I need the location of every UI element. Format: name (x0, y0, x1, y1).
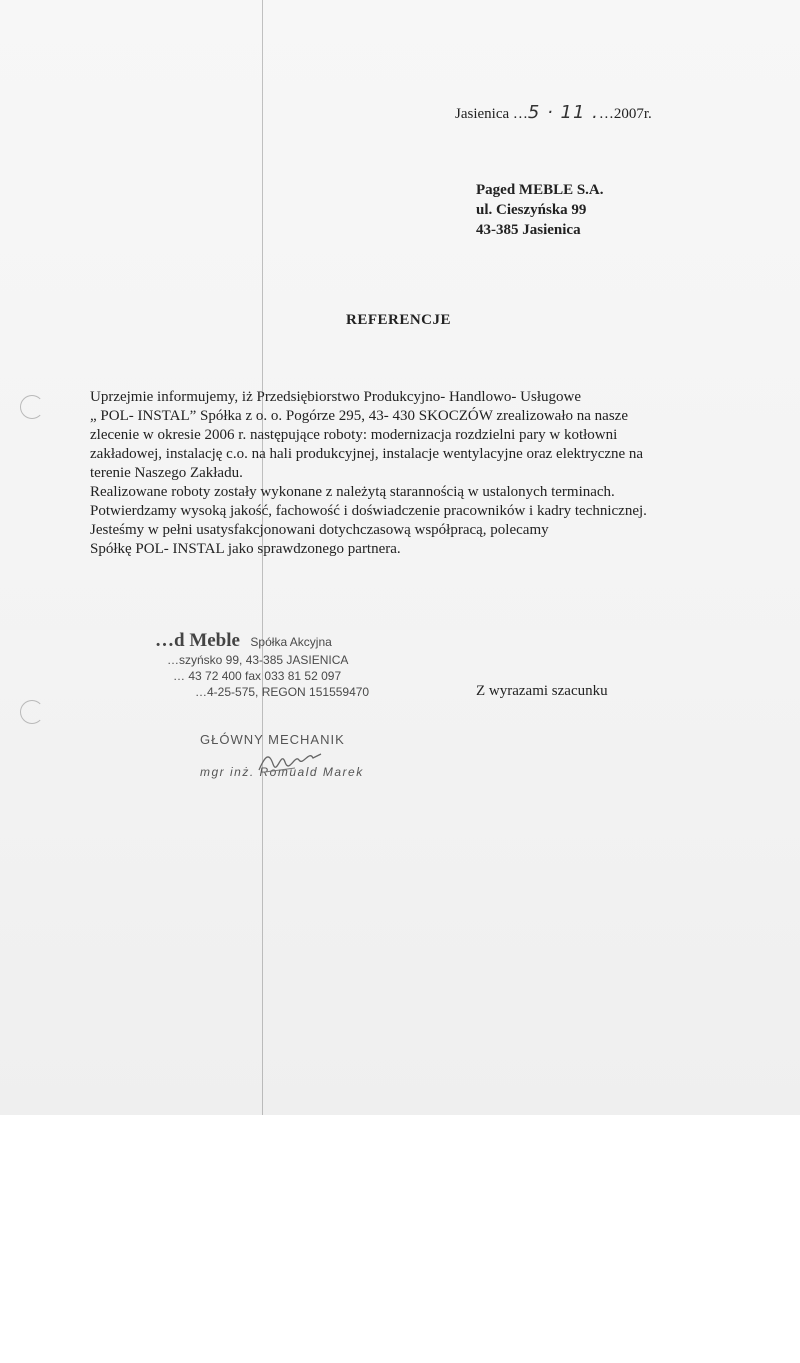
body-line: Potwierdzamy wysoką jakość, fachowość i doświadczenie pracowników i kadry technicznej. (90, 503, 647, 519)
recipient-line: Paged MEBLE S.A. (476, 182, 604, 198)
body-line: Uprzejmie informujemy, iż Przedsiębiorstwo Produkcyjno- Handlowo- Usługowe (90, 389, 582, 405)
handwritten-signature-icon (255, 746, 325, 776)
document-title: REFERENCJE (346, 312, 452, 328)
punch-hole-icon (20, 395, 44, 419)
stamp-brand: …d Meble (155, 630, 240, 651)
closing-phrase: Z wyrazami szacunku (476, 683, 608, 699)
body-line: Spółkę POL- INSTAL jako sprawdzonego partnera. (90, 541, 401, 557)
body-line: zakładowej, instalację c.o. na hali produkcyjnej, instalacje wentylacyjne oraz elektryczne na (90, 446, 644, 462)
stamp-brand-row (155, 630, 369, 652)
body-line: terenie Naszego Zakładu. (90, 465, 243, 481)
stamp-address: …szyńsko 99, 43-385 JASIENICA (167, 653, 349, 667)
date-dots-left: … (512, 106, 528, 122)
signatory-role: GŁÓWNY MECHANIK (200, 732, 345, 747)
recipient-line: ul. Cieszyńska 99 (476, 202, 587, 218)
signatory-name: mgr inż. Romuald Marek (200, 765, 364, 779)
date-year: 2007r. (613, 106, 652, 122)
stamp-legal-form: Spółka Akcyjna (250, 635, 332, 649)
signature-block (200, 732, 364, 779)
date-dots-right: … (598, 106, 614, 122)
place-name: Jasienica (455, 106, 510, 122)
stamp-registry: …4-25-575, REGON 151559470 (195, 685, 370, 699)
company-stamp (155, 630, 369, 700)
body-line: Realizowane roboty zostały wykonane z należytą starannością w ustalonych terminach. (90, 484, 615, 500)
stamp-phones: … 43 72 400 fax 033 81 52 097 (173, 669, 342, 683)
body-line: Jesteśmy w pełni usatysfakcjonowani dotychczasową współpracą, polecamy (90, 522, 549, 538)
recipient-address (476, 180, 604, 240)
body-line: „ POL- INSTAL” Spółka z o. o. Pogórze 295, 43- 430 SKOCZÓW zrealizowało na nasze (90, 408, 628, 424)
recipient-line: 43-385 Jasienica (476, 222, 581, 238)
handwritten-date: 5 · 11 . (527, 102, 599, 123)
letter-body (90, 388, 730, 559)
place-date (455, 102, 652, 123)
punch-hole-icon (20, 700, 44, 724)
body-line: zlecenie w okresie 2006 r. następujące roboty: modernizacja rozdzielni pary w kotłowni (90, 427, 618, 443)
